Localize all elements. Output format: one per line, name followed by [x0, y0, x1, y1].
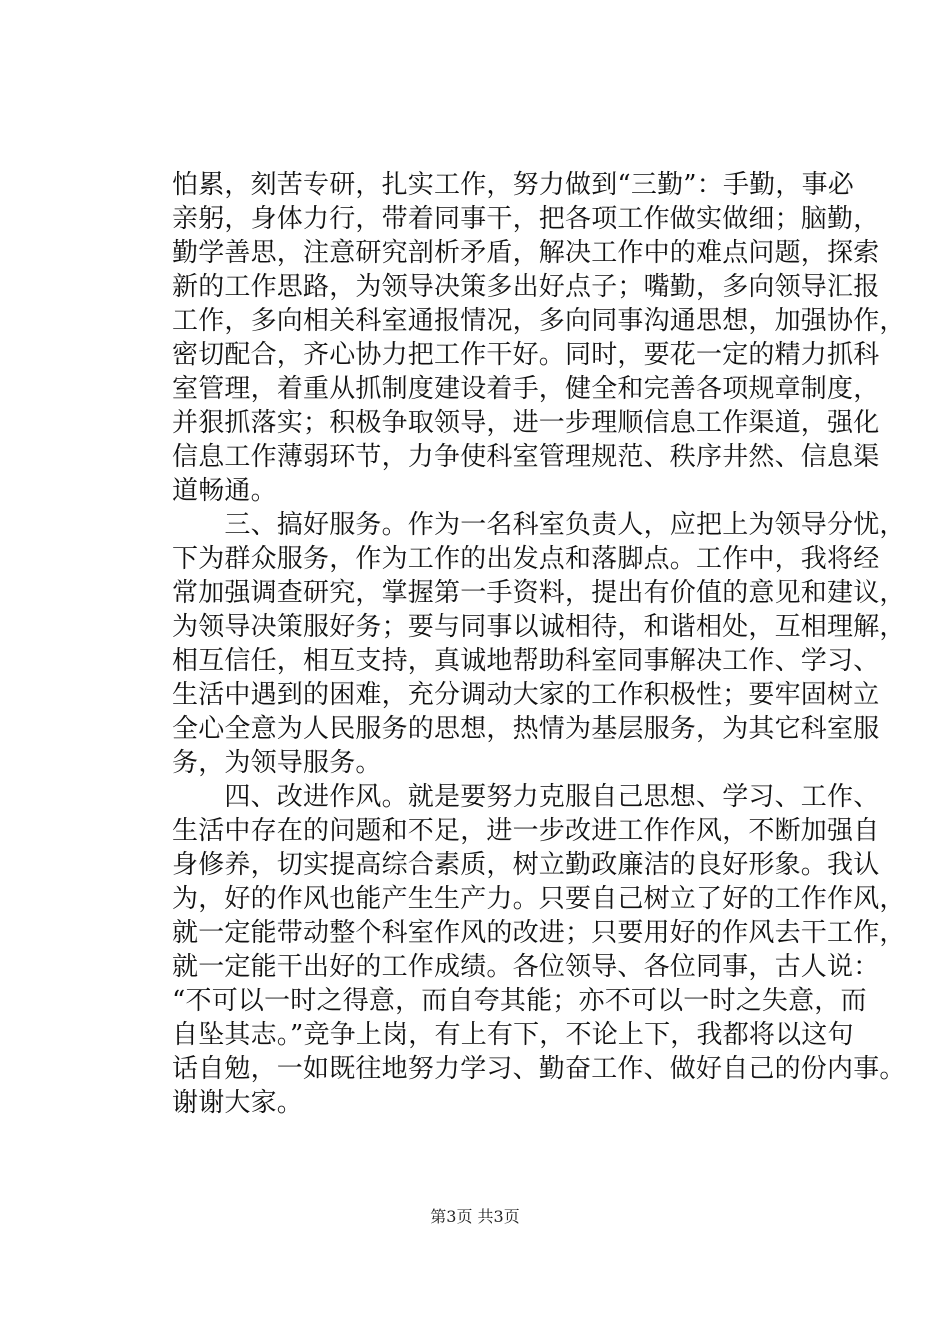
text-line: 相互信任，相互支持，真诚地帮助科室同事解决工作、学习、: [172, 646, 880, 676]
text-line: 工作，多向相关科室通报情况，多向同事沟通思想，加强协作，: [172, 306, 906, 336]
text-line: 道畅通。: [172, 476, 277, 506]
page-footer: [0, 1206, 950, 1228]
text-line: 新的工作思路，为领导决策多出好点子；嘴勤，多向领导汇报: [172, 272, 880, 302]
text-line: 生活中存在的问题和不足，进一步改进工作作风，不断加强自: [172, 816, 880, 846]
text-line: 自坠其志。”竞争上岗，有上有下，不论上下，我都将以这句: [172, 1020, 854, 1050]
text-line: 务，为领导服务。: [172, 748, 382, 778]
text-line: 常加强调查研究，掌握第一手资料，提出有价值的意见和建议，: [172, 578, 906, 608]
text-line: 并狠抓落实；积极争取领导，进一步理顺信息工作渠道，强化: [172, 408, 880, 438]
text-line: 密切配合，齐心协力把工作干好。同时，要花一定的精力抓科: [172, 340, 880, 370]
document-body: [172, 168, 906, 1120]
text-line: 信息工作薄弱环节，力争使科室管理规范、秩序井然、信息渠: [172, 442, 880, 472]
text-line: 勤学善思，注意研究剖析矛盾，解决工作中的难点问题，探索: [172, 238, 880, 268]
text-line: 就一定能带动整个科室作风的改进；只要用好的作风去干工作，: [172, 918, 906, 948]
text-line: 全心全意为人民服务的思想，热情为基层服务，为其它科室服: [172, 714, 880, 744]
text-line: 话自勉，一如既往地努力学习、勤奋工作、做好自己的份内事。: [172, 1054, 906, 1084]
text-line: 就一定能干出好的工作成绩。各位领导、各位同事，古人说：: [172, 952, 880, 982]
text-line: 生活中遇到的困难，充分调动大家的工作积极性；要牢固树立: [172, 680, 880, 710]
closing-line: 谢谢大家。: [172, 1088, 304, 1118]
text-line: 怕累，刻苦专研，扎实工作，努力做到“三勤”：手勤，事必: [172, 170, 854, 200]
text-line: 为领导决策服好务；要与同事以诚相待，和谐相处，互相理解，: [172, 612, 906, 642]
text-line: “不可以一时之得意，而自夸其能；亦不可以一时之失意，而: [172, 986, 867, 1016]
text-line: 为，好的作风也能产生生产力。只要自己树立了好的工作作风，: [172, 884, 906, 914]
page-number-label: 第3页 共3页: [430, 1207, 520, 1226]
section-three-heading-line: 三、搞好服务。作为一名科室负责人，应把上为领导分忧，: [172, 510, 906, 540]
text-line: 亲躬，身体力行，带着同事干，把各项工作做实做细；脑勤，: [172, 204, 880, 234]
section-four-heading-line: 四、改进作风。就是要努力克服自己思想、学习、工作、: [172, 782, 880, 812]
text-line: 下为群众服务，作为工作的出发点和落脚点。工作中，我将经: [172, 544, 880, 574]
text-line: 身修养，切实提高综合素质，树立勤政廉洁的良好形象。我认: [172, 850, 880, 880]
text-line: 室管理，着重从抓制度建设着手，健全和完善各项规章制度，: [172, 374, 880, 404]
